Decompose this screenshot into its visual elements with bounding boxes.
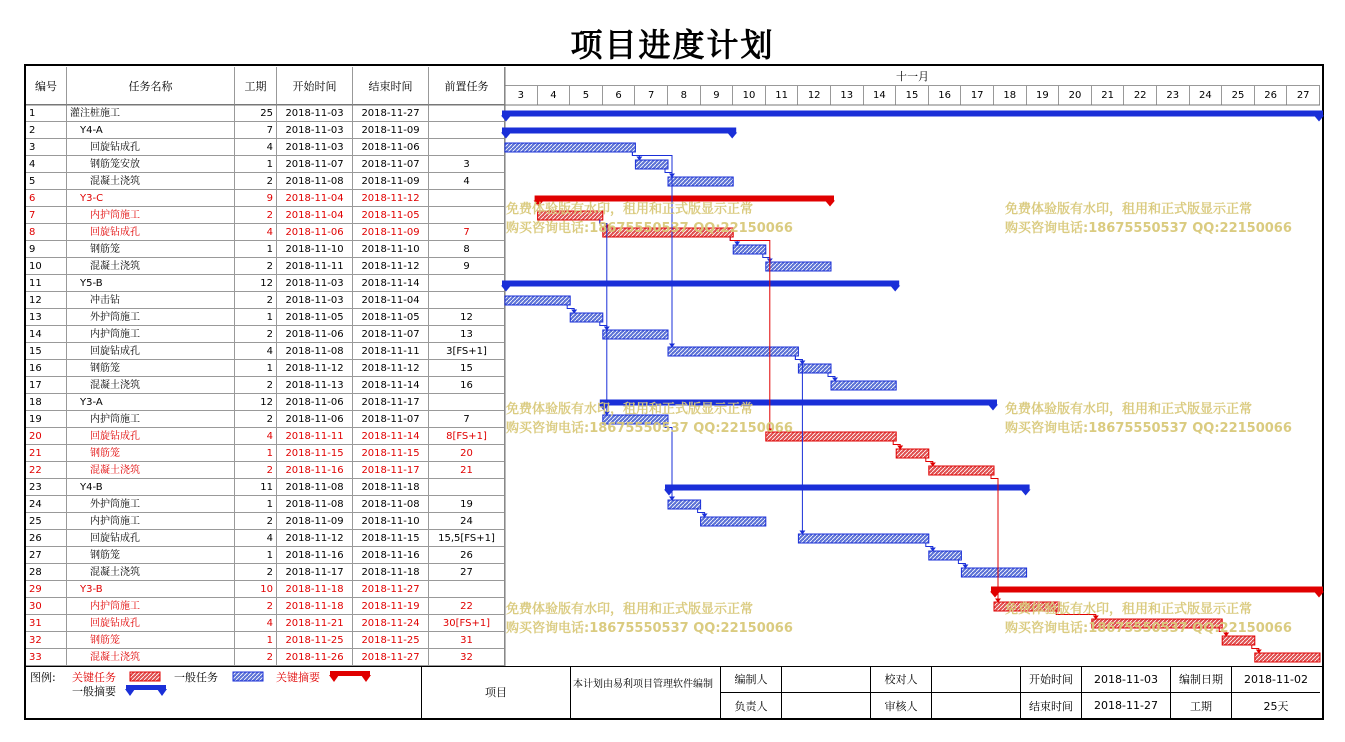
summary-start-marker <box>501 116 511 122</box>
task-cell-end: 2018-11-10 <box>353 241 429 258</box>
task-cell-end: 2018-11-04 <box>353 292 429 309</box>
task-cell-id: 32 <box>26 632 67 649</box>
task-cell-start: 2018-11-11 <box>277 258 353 275</box>
task-cell-dur: 4 <box>235 530 277 547</box>
task-bar <box>929 466 994 475</box>
task-cell-start: 2018-11-06 <box>277 411 353 428</box>
task-cell-end: 2018-11-16 <box>353 547 429 564</box>
task-cell-name: Y3-B <box>67 581 235 598</box>
task-cell-pred: 7 <box>429 411 505 428</box>
page-title: 项目进度计划 <box>570 26 775 64</box>
task-cell-end: 2018-11-15 <box>353 445 429 462</box>
task-cell-end: 2018-11-09 <box>353 122 429 139</box>
task-cell-start: 2018-11-03 <box>277 139 353 156</box>
task-cell-name: 回旋钻成孔 <box>67 615 235 632</box>
task-cell-dur: 7 <box>235 122 277 139</box>
header-duration: 工期 <box>235 67 277 105</box>
task-cell-dur: 1 <box>235 496 277 513</box>
task-cell-pred: 4 <box>429 173 505 190</box>
timeline-day: 13 <box>831 86 864 105</box>
summary-bar <box>502 111 1323 117</box>
timeline-day: 16 <box>929 86 962 105</box>
task-bar <box>961 568 1026 577</box>
timeline-day: 15 <box>896 86 929 105</box>
legend-critical-summary-marker <box>361 675 371 682</box>
task-cell-start: 2018-11-16 <box>277 547 353 564</box>
legend-normal-task-swatch <box>233 672 263 681</box>
task-cell-name: Y4-B <box>67 479 235 496</box>
task-cell-name: 混凝土浇筑 <box>67 377 235 394</box>
footer-divider <box>931 666 932 718</box>
task-cell-id: 5 <box>26 173 67 190</box>
watermark: 免费体验版有水印，租用和正式版显示正常 购买咨询电话:18675550537 QQ:22150066 <box>506 402 793 436</box>
timeline-day: 19 <box>1027 86 1060 105</box>
task-cell-end: 2018-11-17 <box>353 462 429 479</box>
timeline-day: 11 <box>766 86 799 105</box>
watermark: 免费体验版有水印，租用和正式版显示正常 购买咨询电话:18675550537 QQ:22150066 <box>506 202 793 236</box>
task-cell-dur: 2 <box>235 649 277 666</box>
task-cell-dur: 9 <box>235 190 277 207</box>
legend-critical-summary-marker <box>329 675 339 682</box>
footer-end-value: 2018-11-27 <box>1094 699 1158 712</box>
footer-divider <box>781 666 782 718</box>
task-cell-dur: 10 <box>235 581 277 598</box>
task-cell-end: 2018-11-27 <box>353 105 429 122</box>
task-bar <box>668 500 701 509</box>
task-cell-name: 外护筒施工 <box>67 496 235 513</box>
task-cell-start: 2018-11-26 <box>277 649 353 666</box>
task-cell-id: 17 <box>26 377 67 394</box>
task-cell-id: 20 <box>26 428 67 445</box>
header-name: 任务名称 <box>67 67 235 105</box>
task-cell-end: 2018-11-14 <box>353 428 429 445</box>
task-cell-name: 灌注桩施工 <box>67 105 235 122</box>
task-cell-start: 2018-11-08 <box>277 343 353 360</box>
task-cell-pred: 27 <box>429 564 505 581</box>
task-cell-name: 回旋钻成孔 <box>67 530 235 547</box>
task-cell-end: 2018-11-07 <box>353 411 429 428</box>
legend-normal-summary-marker <box>125 689 135 696</box>
legend-normal-summary-marker <box>157 689 167 696</box>
task-cell-id: 11 <box>26 275 67 292</box>
task-cell-start: 2018-11-05 <box>277 309 353 326</box>
task-cell-end: 2018-11-27 <box>353 581 429 598</box>
task-cell-start: 2018-11-18 <box>277 581 353 598</box>
task-cell-name: 回旋钻成孔 <box>67 428 235 445</box>
task-bar <box>505 143 635 152</box>
timeline-day: 21 <box>1092 86 1125 105</box>
timeline-day: 20 <box>1059 86 1092 105</box>
task-cell-id: 22 <box>26 462 67 479</box>
timeline-day: 12 <box>798 86 831 105</box>
task-cell-pred: 13 <box>429 326 505 343</box>
task-cell-pred: 8 <box>429 241 505 258</box>
task-cell-dur: 12 <box>235 394 277 411</box>
timeline-day: 26 <box>1255 86 1288 105</box>
task-cell-dur: 1 <box>235 156 277 173</box>
task-cell-dur: 2 <box>235 173 277 190</box>
task-cell-end: 2018-11-19 <box>353 598 429 615</box>
task-cell-dur: 2 <box>235 513 277 530</box>
task-cell-end: 2018-11-05 <box>353 309 429 326</box>
task-cell-name: Y3-A <box>67 394 235 411</box>
footer-end-label: 结束时间 <box>1029 699 1073 713</box>
task-cell-dur: 4 <box>235 428 277 445</box>
task-cell-end: 2018-11-12 <box>353 258 429 275</box>
header-start: 开始时间 <box>277 67 353 105</box>
footer-duration-label: 工期 <box>1190 699 1212 713</box>
task-cell-dur: 25 <box>235 105 277 122</box>
task-cell-start: 2018-11-18 <box>277 598 353 615</box>
task-cell-start: 2018-11-12 <box>277 360 353 377</box>
dependency-link <box>632 152 672 346</box>
footer-editor-label: 编制人 <box>734 673 768 686</box>
task-cell-end: 2018-11-05 <box>353 207 429 224</box>
task-cell-start: 2018-11-03 <box>277 275 353 292</box>
task-cell-start: 2018-11-17 <box>277 564 353 581</box>
timeline-day: 4 <box>538 86 571 105</box>
watermark: 免费体验版有水印，租用和正式版显示正常 购买咨询电话:18675550537 QQ:22150066 <box>1005 402 1292 436</box>
task-cell-end: 2018-11-25 <box>353 632 429 649</box>
task-cell-end: 2018-11-27 <box>353 649 429 666</box>
task-cell-end: 2018-11-14 <box>353 377 429 394</box>
task-cell-name: 钢筋笼 <box>67 632 235 649</box>
task-cell-dur: 2 <box>235 564 277 581</box>
task-bar <box>733 245 766 254</box>
task-cell-end: 2018-11-18 <box>353 479 429 496</box>
task-cell-id: 1 <box>26 105 67 122</box>
task-cell-start: 2018-11-08 <box>277 479 353 496</box>
summary-bar <box>665 485 1030 491</box>
task-cell-id: 15 <box>26 343 67 360</box>
task-cell-end: 2018-11-15 <box>353 530 429 547</box>
task-cell-start: 2018-11-06 <box>277 394 353 411</box>
task-cell-id: 3 <box>26 139 67 156</box>
task-cell-start: 2018-11-07 <box>277 156 353 173</box>
task-cell-dur: 11 <box>235 479 277 496</box>
footer-divider <box>570 666 571 718</box>
task-cell-name: 钢筋笼安放 <box>67 156 235 173</box>
task-cell-id: 6 <box>26 190 67 207</box>
timeline-day: 7 <box>635 86 668 105</box>
task-cell-end: 2018-11-14 <box>353 275 429 292</box>
task-cell-id: 8 <box>26 224 67 241</box>
task-cell-dur: 2 <box>235 411 277 428</box>
task-cell-pred: 19 <box>429 496 505 513</box>
timeline-day: 3 <box>505 86 538 105</box>
task-cell-pred: 26 <box>429 547 505 564</box>
task-cell-dur: 4 <box>235 343 277 360</box>
task-cell-name: 混凝土浇筑 <box>67 564 235 581</box>
timeline-day: 18 <box>994 86 1027 105</box>
task-cell-name: 混凝土浇筑 <box>67 649 235 666</box>
task-cell-name: 内护筒施工 <box>67 207 235 224</box>
summary-bar <box>502 281 899 287</box>
task-cell-name: 混凝土浇筑 <box>67 173 235 190</box>
task-cell-id: 29 <box>26 581 67 598</box>
task-cell-name: 外护筒施工 <box>67 309 235 326</box>
summary-start-marker <box>501 286 511 292</box>
task-cell-end: 2018-11-08 <box>353 496 429 513</box>
timeline-day: 17 <box>961 86 994 105</box>
task-cell-end: 2018-11-18 <box>353 564 429 581</box>
task-cell-start: 2018-11-16 <box>277 462 353 479</box>
task-cell-id: 14 <box>26 326 67 343</box>
timeline-day: 27 <box>1287 86 1320 105</box>
timeline-day: 23 <box>1157 86 1190 105</box>
task-cell-start: 2018-11-03 <box>277 292 353 309</box>
footer-reviewer-label: 审核人 <box>884 699 918 713</box>
task-cell-end: 2018-11-11 <box>353 343 429 360</box>
task-cell-name: Y3-C <box>67 190 235 207</box>
task-cell-start: 2018-11-11 <box>277 428 353 445</box>
legend-normal-task-label: 一般任务 <box>174 671 218 684</box>
task-cell-pred: 15,5[FS+1] <box>429 530 505 547</box>
task-cell-start: 2018-11-13 <box>277 377 353 394</box>
task-cell-dur: 2 <box>235 292 277 309</box>
legend-critical-task-swatch <box>130 672 160 681</box>
task-cell-pred: 32 <box>429 649 505 666</box>
timeline-day: 24 <box>1190 86 1223 105</box>
task-cell-name: 内护筒施工 <box>67 411 235 428</box>
task-cell-id: 10 <box>26 258 67 275</box>
task-cell-name: 混凝土浇筑 <box>67 258 235 275</box>
task-cell-dur: 2 <box>235 326 277 343</box>
task-cell-id: 12 <box>26 292 67 309</box>
task-cell-name: Y5-B <box>67 275 235 292</box>
task-cell-pred: 12 <box>429 309 505 326</box>
header-end: 结束时间 <box>353 67 429 105</box>
task-bar <box>668 177 733 186</box>
task-cell-dur: 1 <box>235 309 277 326</box>
task-cell-dur: 12 <box>235 275 277 292</box>
task-cell-pred: 9 <box>429 258 505 275</box>
summary-end-marker <box>890 286 900 292</box>
task-cell-name: 钢筋笼 <box>67 360 235 377</box>
task-cell-start: 2018-11-04 <box>277 207 353 224</box>
task-cell-name: 混凝土浇筑 <box>67 462 235 479</box>
task-cell-start: 2018-11-21 <box>277 615 353 632</box>
task-bar <box>635 160 668 169</box>
summary-bar <box>502 128 736 134</box>
task-cell-end: 2018-11-07 <box>353 326 429 343</box>
task-cell-id: 24 <box>26 496 67 513</box>
task-cell-pred: 8[FS+1] <box>429 428 505 445</box>
timeline-day: 5 <box>570 86 603 105</box>
footer-start-value: 2018-11-03 <box>1094 672 1158 686</box>
task-cell-end: 2018-11-06 <box>353 139 429 156</box>
task-cell-dur: 1 <box>235 241 277 258</box>
task-cell-id: 18 <box>26 394 67 411</box>
task-cell-dur: 2 <box>235 207 277 224</box>
task-cell-pred: 3[FS+1] <box>429 343 505 360</box>
timeline-day: 9 <box>701 86 734 105</box>
task-bar <box>1255 653 1320 662</box>
task-cell-name: 冲击钻 <box>67 292 235 309</box>
task-cell-start: 2018-11-15 <box>277 445 353 462</box>
timeline-day: 6 <box>603 86 636 105</box>
summary-end-marker <box>727 133 737 139</box>
summary-end-marker <box>1021 490 1031 496</box>
task-cell-pred: 15 <box>429 360 505 377</box>
legend-normal-summary-label: 一般摘要 <box>72 685 116 698</box>
task-bar <box>668 347 798 356</box>
summary-bar <box>991 587 1323 593</box>
task-cell-pred: 16 <box>429 377 505 394</box>
dependency-link <box>991 475 998 601</box>
task-cell-pred: 21 <box>429 462 505 479</box>
task-cell-id: 26 <box>26 530 67 547</box>
task-cell-pred: 30[FS+1] <box>429 615 505 632</box>
task-cell-start: 2018-11-03 <box>277 122 353 139</box>
footer-software-note: 本计划由易利项目管理软件编制 <box>573 679 713 690</box>
task-cell-dur: 1 <box>235 547 277 564</box>
task-cell-dur: 2 <box>235 462 277 479</box>
timeline-day: 22 <box>1124 86 1157 105</box>
timeline-day: 8 <box>668 86 701 105</box>
task-cell-id: 21 <box>26 445 67 462</box>
task-bar <box>929 551 962 560</box>
task-cell-name: 内护筒施工 <box>67 513 235 530</box>
watermark: 免费体验版有水印，租用和正式版显示正常 购买咨询电话:18675550537 QQ:22150066 <box>1005 202 1292 236</box>
task-cell-id: 2 <box>26 122 67 139</box>
task-cell-id: 23 <box>26 479 67 496</box>
task-cell-dur: 4 <box>235 615 277 632</box>
task-cell-id: 9 <box>26 241 67 258</box>
task-cell-name: Y4-A <box>67 122 235 139</box>
timeline-day: 10 <box>733 86 766 105</box>
task-cell-dur: 2 <box>235 598 277 615</box>
task-bar <box>831 381 896 390</box>
footer-owner-label: 负责人 <box>734 699 768 713</box>
task-cell-id: 31 <box>26 615 67 632</box>
legend-critical-summary-label: 关键摘要 <box>276 671 320 684</box>
task-cell-pred: 22 <box>429 598 505 615</box>
header-predecessor: 前置任务 <box>429 67 505 105</box>
summary-start-marker <box>501 133 511 139</box>
task-bar <box>766 262 831 271</box>
footer-checker-label: 校对人 <box>884 673 918 686</box>
task-cell-start: 2018-11-06 <box>277 224 353 241</box>
task-cell-name: 钢筋笼 <box>67 241 235 258</box>
task-cell-dur: 1 <box>235 632 277 649</box>
task-cell-start: 2018-11-09 <box>277 513 353 530</box>
watermark: 免费体验版有水印，租用和正式版显示正常 购买咨询电话:18675550537 QQ:22150066 <box>1005 602 1292 636</box>
task-bar <box>896 449 929 458</box>
task-cell-dur: 4 <box>235 224 277 241</box>
task-cell-start: 2018-11-06 <box>277 326 353 343</box>
task-cell-name: 回旋钻成孔 <box>67 139 235 156</box>
task-cell-end: 2018-11-12 <box>353 190 429 207</box>
task-cell-id: 16 <box>26 360 67 377</box>
task-bar <box>505 296 570 305</box>
task-cell-id: 25 <box>26 513 67 530</box>
task-cell-dur: 1 <box>235 360 277 377</box>
task-cell-name: 钢筋笼 <box>67 445 235 462</box>
task-cell-pred: 24 <box>429 513 505 530</box>
task-cell-end: 2018-11-10 <box>353 513 429 530</box>
task-cell-id: 4 <box>26 156 67 173</box>
watermark: 免费体验版有水印，租用和正式版显示正常 购买咨询电话:18675550537 QQ:22150066 <box>506 602 793 636</box>
footer-start-label: 开始时间 <box>1029 673 1073 686</box>
task-cell-id: 13 <box>26 309 67 326</box>
task-cell-start: 2018-11-08 <box>277 173 353 190</box>
task-cell-start: 2018-11-03 <box>277 105 353 122</box>
task-bar <box>798 534 928 543</box>
task-cell-name: 钢筋笼 <box>67 547 235 564</box>
task-cell-name: 内护筒施工 <box>67 326 235 343</box>
dependency-link <box>795 356 802 533</box>
footer-date-label: 编制日期 <box>1179 673 1223 686</box>
header-id: 编号 <box>26 67 67 105</box>
task-cell-end: 2018-11-12 <box>353 360 429 377</box>
task-cell-id: 7 <box>26 207 67 224</box>
task-cell-pred: 31 <box>429 632 505 649</box>
task-cell-end: 2018-11-09 <box>353 173 429 190</box>
task-cell-name: 内护筒施工 <box>67 598 235 615</box>
timeline-day: 14 <box>864 86 897 105</box>
legend-label: 图例: <box>30 671 56 684</box>
task-cell-dur: 2 <box>235 258 277 275</box>
task-cell-end: 2018-11-24 <box>353 615 429 632</box>
footer-date-value: 2018-11-02 <box>1244 672 1308 686</box>
task-cell-start: 2018-11-10 <box>277 241 353 258</box>
timeline-day: 25 <box>1222 86 1255 105</box>
footer-project-label: 项目 <box>485 686 507 699</box>
summary-end-marker <box>1314 116 1324 122</box>
task-cell-pred: 3 <box>429 156 505 173</box>
task-cell-id: 27 <box>26 547 67 564</box>
task-cell-start: 2018-11-04 <box>277 190 353 207</box>
task-cell-end: 2018-11-17 <box>353 394 429 411</box>
task-bar <box>570 313 603 322</box>
task-cell-start: 2018-11-08 <box>277 496 353 513</box>
task-cell-end: 2018-11-07 <box>353 156 429 173</box>
task-cell-dur: 2 <box>235 377 277 394</box>
task-cell-start: 2018-11-25 <box>277 632 353 649</box>
task-cell-dur: 4 <box>235 139 277 156</box>
task-cell-id: 28 <box>26 564 67 581</box>
summary-end-marker <box>1314 592 1324 598</box>
task-cell-id: 33 <box>26 649 67 666</box>
summary-end-marker <box>988 405 998 411</box>
task-bar <box>798 364 831 373</box>
task-cell-id: 19 <box>26 411 67 428</box>
task-cell-dur: 1 <box>235 445 277 462</box>
task-cell-name: 回旋钻成孔 <box>67 343 235 360</box>
legend-critical-task-label: 关键任务 <box>72 671 116 684</box>
task-cell-end: 2018-11-09 <box>353 224 429 241</box>
summary-end-marker <box>825 201 835 207</box>
task-cell-pred: 7 <box>429 224 505 241</box>
task-bar <box>701 517 766 526</box>
footer-duration-value: 25天 <box>1263 699 1289 713</box>
task-cell-id: 30 <box>26 598 67 615</box>
task-cell-name: 回旋钻成孔 <box>67 224 235 241</box>
task-cell-pred: 20 <box>429 445 505 462</box>
timeline-month: 十一月 <box>505 67 1320 86</box>
task-cell-start: 2018-11-12 <box>277 530 353 547</box>
task-bar <box>603 330 668 339</box>
